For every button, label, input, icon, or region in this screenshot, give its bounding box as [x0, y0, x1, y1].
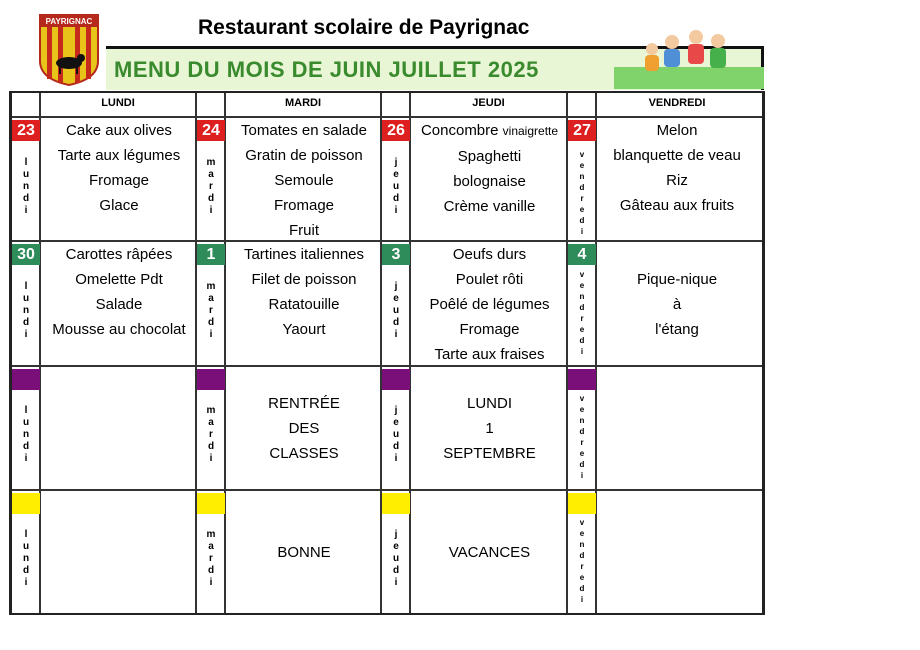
weekday-vertical-label: m a r d i [206, 529, 216, 588]
date-badge: 4 [568, 244, 596, 265]
weekday-vertical-label: l u n d i [22, 405, 30, 464]
bonne-text: BONNE [277, 544, 331, 561]
date-badge: 30 [12, 244, 40, 265]
date-badge: 27 [568, 120, 596, 141]
rentree-notice: RENTRÉE DES CLASSES [268, 395, 340, 462]
week-color-badge [12, 493, 40, 514]
school-title: Restaurant scolaire de Payrignac [198, 16, 530, 39]
menu-jeudi-w1: Concombre vinaigrette Spaghetti bolognaise Crème vanille [420, 122, 559, 215]
svg-text:PAYRIGNAC: PAYRIGNAC [45, 17, 93, 26]
header-mardi: MARDI [284, 97, 322, 109]
week-color-badge [568, 369, 596, 390]
vacances-text: VACANCES [448, 544, 531, 561]
weekday-vertical-label: l u n d i [22, 281, 30, 340]
weekday-vertical-label: m a r d i [206, 281, 216, 340]
weekday-vertical-label: j e u d i [392, 281, 400, 340]
header-jeudi: JEUDI [472, 97, 505, 109]
menu-table [9, 91, 765, 615]
date-badge: 26 [382, 120, 410, 141]
weekday-vertical-label: m a r d i [206, 157, 216, 216]
weekday-vertical-label: v e n d r e d i [579, 270, 585, 356]
week-color-badge [568, 493, 596, 514]
header-lundi: LUNDI [101, 97, 135, 109]
week-color-badge [12, 369, 40, 390]
menu-vendredi-w1: Melon blanquette de veau Riz Gâteau aux fruits [613, 122, 741, 214]
weekday-vertical-label: v e n d r e d i [579, 518, 585, 604]
date-badge: 23 [12, 120, 40, 141]
weekday-vertical-label: j e u d i [392, 157, 400, 216]
week-color-badge [197, 493, 225, 514]
menu-jeudi-w2: Oeufs durs Poulet rôti Poêlé de légumes Fromage Tarte aux fraises [429, 246, 550, 363]
weekday-vertical-label: l u n d i [22, 157, 30, 216]
date-badge: 24 [197, 120, 225, 141]
rentree-date: LUNDI 1 SEPTEMBRE [443, 395, 536, 462]
week-color-badge [382, 369, 410, 390]
week-color-badge [197, 369, 225, 390]
menu-lundi-w1: Cake aux olives Tarte aux légumes Fromage Glace [57, 122, 181, 214]
weekday-vertical-label: j e u d i [392, 405, 400, 464]
menu-mardi-w2: Tartines italiennes Filet de poisson Ratatouille Yaourt [243, 246, 365, 338]
kids-illustration [614, 27, 764, 89]
date-badge: 1 [197, 244, 225, 265]
weekday-vertical-label: v e n d r e d i [579, 394, 585, 480]
weekday-vertical-label: l u n d i [22, 529, 30, 588]
week-color-badge [382, 493, 410, 514]
payrignac-logo [38, 13, 100, 87]
menu-mardi-w1: Tomates en salade Gratin de poisson Semoule Fromage Fruit [241, 122, 367, 239]
weekday-vertical-label: v e n d r e d i [579, 150, 585, 236]
weekday-vertical-label: j e u d i [392, 529, 400, 588]
menu-lundi-w2: Carottes râpées Omelette Pdt Salade Mousse au chocolat [52, 246, 186, 338]
header-vendredi: VENDREDI [648, 97, 706, 109]
menu-vendredi-w2: Pique-nique à l'étang [636, 271, 718, 338]
date-badge: 3 [382, 244, 410, 265]
weekday-vertical-label: m a r d i [206, 405, 216, 464]
menu-title: MENU DU MOIS DE JUIN JUILLET 2025 [114, 57, 539, 82]
